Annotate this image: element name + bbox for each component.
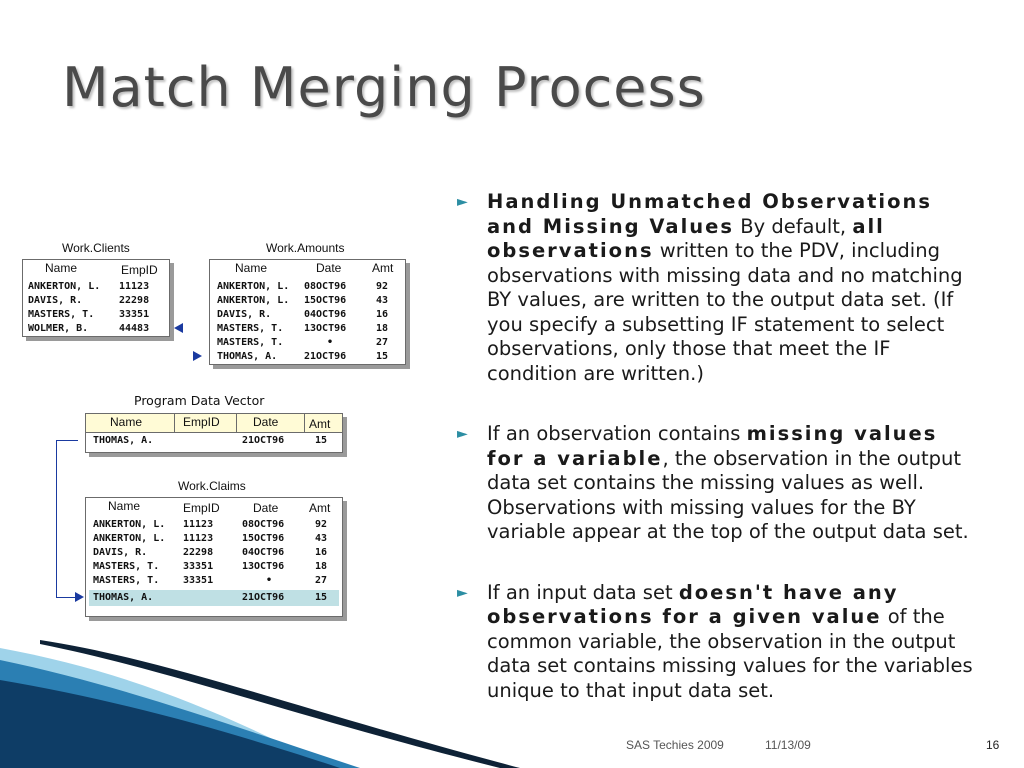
pdv-header-name: Name [110,415,143,429]
decorative-wave [0,640,520,768]
claims-row-amt: 15 [315,592,328,603]
claims-table [85,497,343,617]
bullet-text: , the observation in the output data set contains the missing values as well. Observations with missing values for the BY variable appear at the top of the output data set. [487,446,969,543]
claims-row-amt: 43 [315,533,328,544]
amounts-header-amt: Amt [372,261,394,275]
pdv-table [85,413,343,453]
pdv-value-name: THOMAS, A. [93,435,154,446]
claims-row-name: MASTERS, T. [93,575,160,586]
bullet-text: By default, [734,214,853,238]
claims-row-date: • [266,575,273,586]
amounts-header-date: Date [316,261,342,275]
connector-arrow-icon [75,592,84,602]
bullet-list [455,190,975,703]
footer-date: 11/13/09 [765,738,811,752]
clients-header-empid: EmpID [121,263,158,277]
claims-row-name: ANKERTON, L. [93,533,166,544]
amounts-row-name: THOMAS, A. [217,351,278,362]
pdv-header-date: Date [253,415,279,429]
claims-row-date: 15OCT96 [242,533,285,544]
claims-header-empid: EmpID [183,501,220,515]
claims-row-amt: 18 [315,561,328,572]
pdv-value-amt: 15 [315,435,328,446]
amounts-row-amt: 15 [376,351,389,362]
connector-line [56,597,76,598]
clients-row-empid: 33351 [119,309,150,320]
connector-line [56,440,78,441]
clients-table [22,259,170,337]
clients-row-empid: 22298 [119,295,150,306]
bullet-item [455,190,975,386]
bullet-item [455,422,975,545]
bullet-text: written to the PDV, including observations with missing data and no matching BY values, are written to the output data set. (If you specify a subsetting IF statement to select observations, only those that meet the IF condition are written.) [487,239,963,385]
amounts-row-name: MASTERS, T. [217,337,284,348]
claims-row-empid: 33351 [183,561,214,572]
claims-row-name: MASTERS, T. [93,561,160,572]
amounts-table [209,259,406,365]
claims-row-empid: 11123 [183,533,214,544]
clients-row-name: ANKERTON, L. [28,281,101,292]
clients-arrow-icon [174,323,183,333]
bullet-emphasis: doesn't have any observations for a given value [487,580,899,628]
bullet-emphasis: Handling Unmatched Observations and Missing Values [487,190,932,238]
bullet-text: of the common variable, the observation in the output data set contains missing values for the variables unique to that input data set. [487,605,973,702]
slide-title: Match Merging Process [62,56,706,119]
clients-row-name: WOLMER, B. [28,323,89,334]
bullet-item [455,581,975,704]
clients-row-name: DAVIS, R. [28,295,83,306]
claims-row-empid: 22298 [183,547,214,558]
claims-row-empid: 33351 [183,575,214,586]
clients-row-empid: 11123 [119,281,150,292]
amounts-row-date: 08OCT96 [304,281,347,292]
amounts-row-amt: 92 [376,281,389,292]
claims-table-title: Work.Claims [178,479,246,493]
pdv-title: Program Data Vector [134,393,265,408]
claims-header-name: Name [108,499,141,513]
pdv-header-empid: EmpID [183,415,220,429]
connector-line [56,440,57,598]
amounts-row-amt: 16 [376,309,389,320]
claims-row-date: 13OCT96 [242,561,285,572]
claims-row-amt: 27 [315,575,328,586]
pdv-header-amt: Amt [309,417,331,431]
claims-row-amt: 92 [315,519,328,530]
amounts-header-name: Name [235,261,268,275]
amounts-row-name: MASTERS, T. [217,323,284,334]
claims-row-amt: 16 [315,547,328,558]
claims-row-name: DAVIS, R. [93,547,148,558]
pdv-separator [236,414,237,432]
claims-header-amt: Amt [309,501,331,515]
clients-table-title: Work.Clients [62,241,130,255]
amounts-row-date: • [327,337,334,348]
claims-row-empid: 11123 [183,519,214,530]
amounts-row-name: ANKERTON, L. [217,281,290,292]
amounts-row-name: DAVIS, R. [217,309,272,320]
amounts-row-date: 13OCT96 [304,323,347,334]
amounts-table-title: Work.Amounts [266,241,345,255]
bullet-emphasis: all observations [487,214,885,262]
pdv-separator [174,414,175,432]
bullet-emphasis: missing values for a variable [487,422,938,470]
pdv-value-date: 21OCT96 [242,435,285,446]
amounts-row-amt: 18 [376,323,389,334]
claims-row-date: 04OCT96 [242,547,285,558]
amounts-row-name: ANKERTON, L. [217,295,290,306]
bullet-marker-icon: ► [457,194,468,210]
clients-row-name: MASTERS, T. [28,309,95,320]
claims-row-name: THOMAS, A. [93,592,154,603]
bullet-marker-icon: ► [457,426,468,442]
claims-header-date: Date [253,501,279,515]
claims-row-date: 21OCT96 [242,592,285,603]
amounts-row-date: 15OCT96 [304,295,347,306]
clients-header-name: Name [45,261,78,275]
bullet-text: If an observation contains [487,422,747,445]
amounts-row-amt: 43 [376,295,389,306]
clients-row-empid: 44483 [119,323,150,334]
amounts-arrow-icon [193,351,202,361]
footer-page-number: 16 [986,738,1000,752]
bullet-marker-icon: ► [457,584,468,601]
amounts-row-amt: 27 [376,337,389,348]
amounts-row-date: 04OCT96 [304,309,347,320]
claims-row-name: ANKERTON, L. [93,519,166,530]
claims-row-date: 08OCT96 [242,519,285,530]
pdv-separator [304,414,305,432]
amounts-row-date: 21OCT96 [304,351,347,362]
footer-org: SAS Techies 2009 [626,738,724,752]
bullet-text: If an input data set [487,580,679,604]
